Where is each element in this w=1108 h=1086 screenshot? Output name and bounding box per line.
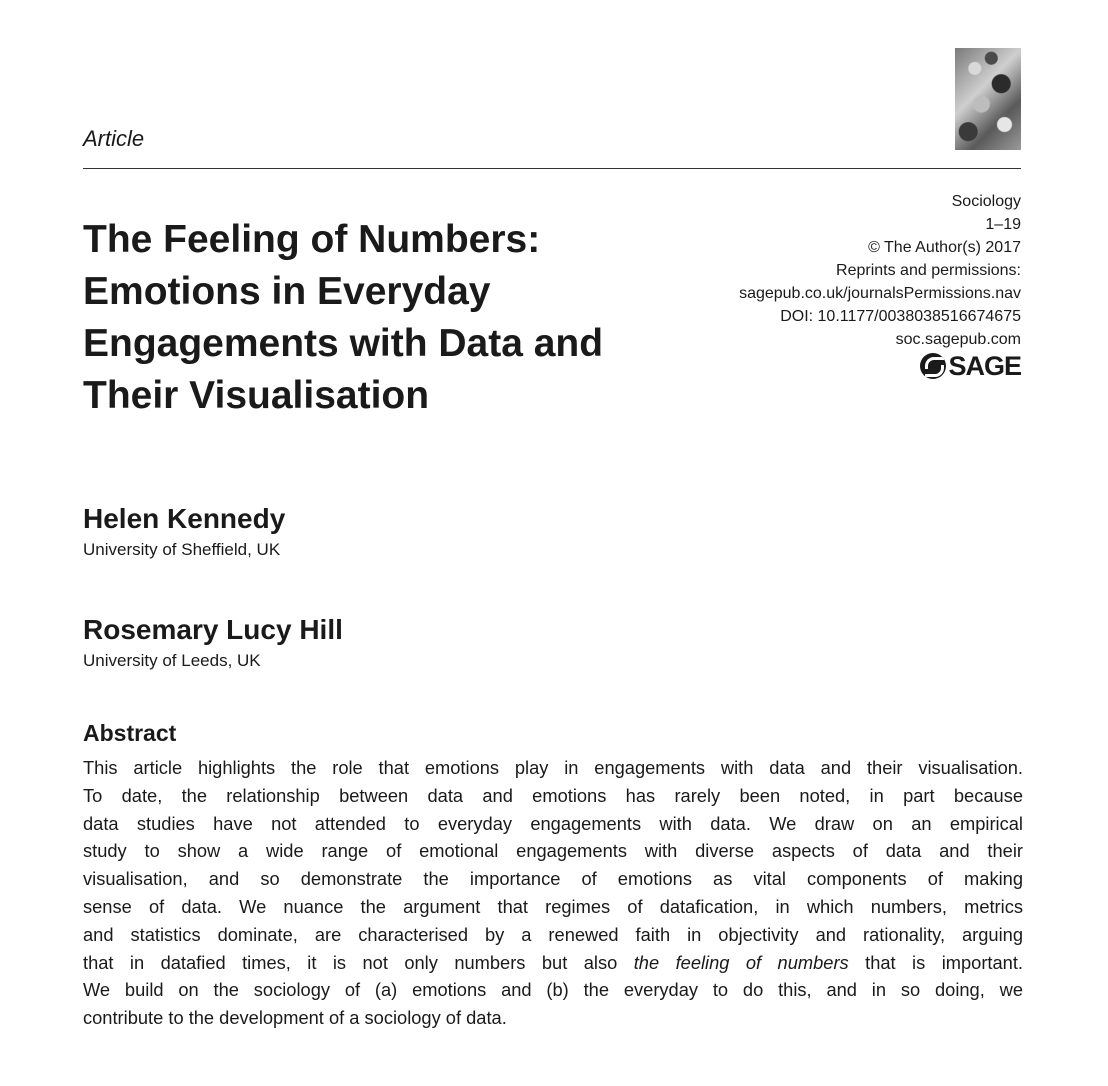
author-name: Helen Kennedy [83,503,286,534]
doi[interactable]: DOI: 10.1177/0038038516674675 [780,308,1021,325]
abstract-heading: Abstract [83,720,177,746]
title-line: Emotions in Everyday [83,270,491,313]
page-range: 1–19 [985,216,1021,233]
abstract-line: We build on the sociology of (a) emotions and (b) the everyday to do this, and in so doing, we [83,979,1023,1001]
abstract-line: sense of data. We nuance the argument that regimes of datafication, in which numbers, metrics [83,895,1023,917]
sage-logo [920,352,1021,380]
author-name: Rosemary Lucy Hill [83,614,343,645]
abstract-line: data studies have not attended to everyday engagements with data. We draw on an empirical [83,812,1023,834]
abstract-emphasis: the feeling of numbers [633,951,849,973]
sage-s-icon [920,353,946,379]
journal-info [739,190,1021,351]
title-line: The Feeling of Numbers: [83,218,541,261]
title-line: Engagements with Data and [83,322,604,365]
abstract-text: that is important. [848,951,1023,973]
reprints-label: Reprints and permissions: [836,262,1021,279]
abstract-line: contribute to the development of a sociology of data. [83,1007,507,1029]
abstract-line: To date, the relationship between data and emotions has rarely been noted, in part because [83,784,1023,806]
abstract-line: This article highlights the role that emotions play in engagements with data and their visualisation. [83,757,1023,778]
author-affiliation: University of Leeds, UK [83,651,261,670]
author-affiliation: University of Sheffield, UK [83,540,281,559]
abstract-line: and statistics dominate, are characterised by a renewed faith in objectivity and rationality, arguing [83,923,1023,945]
abstract-line [83,949,1023,977]
abstract-line: study to show a wide range of emotional engagements with diverse aspects of data and their [83,840,1023,862]
copyright: © The Author(s) 2017 [868,239,1021,256]
abstract-text: that in datafied times, it is not only numbers but also [83,951,634,973]
abstract-body [83,754,1023,1032]
title-line: Their Visualisation [83,374,430,417]
permissions-link[interactable]: sagepub.co.uk/journalsPermissions.nav [739,285,1021,302]
article-title [83,214,683,422]
journal-name: Sociology [951,193,1021,210]
abstract-line: visualisation, and so demonstrate the importance of emotions as vital components of making [83,868,1023,890]
sage-logo-text: SAGE [948,351,1021,381]
article-type-label: Article [83,126,145,151]
journal-cover-image [955,48,1021,150]
header-divider [83,168,1021,169]
journal-website[interactable]: soc.sagepub.com [895,331,1021,348]
